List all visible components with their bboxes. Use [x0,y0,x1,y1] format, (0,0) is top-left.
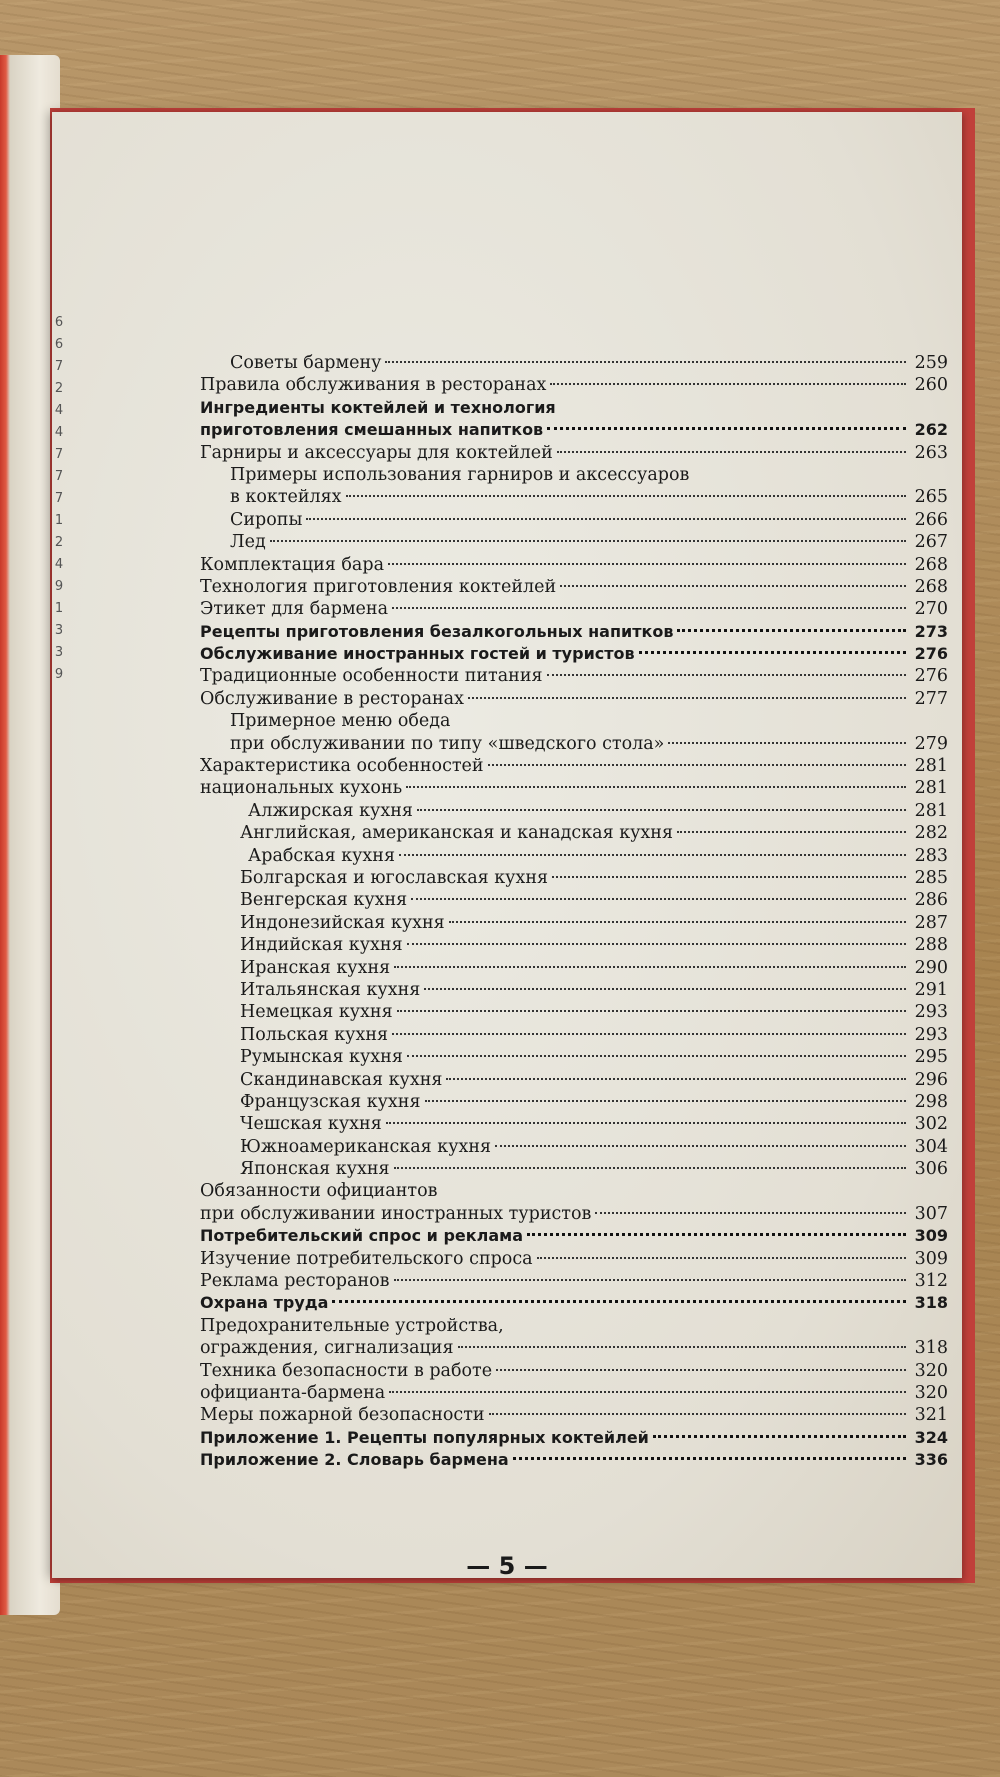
page-number: — 5 — [466,1552,548,1580]
toc-entry-title: Приложение 1. Рецепты популярных коктейлей [200,1427,649,1447]
toc-entry-title: Меры пожарной безопасности [200,1405,485,1426]
toc-entry [200,531,948,553]
toc-leader-dots [407,943,906,945]
toc-entry-title: национальных кухонь [200,778,403,799]
toc-leader-dots [388,563,906,565]
toc-entry-page: 309 [914,1248,948,1269]
toc-entry-title: Обслуживание в ресторанах [200,688,464,709]
toc-entry-title: Иранская кухня [240,957,391,978]
toc-entry-page: 282 [914,823,948,844]
toc-entry [200,486,948,508]
toc-entry-title: Характеристика особенностей [200,756,484,777]
toc-entry-title: Рецепты приготовления безалкогольных напитков [200,621,674,641]
toc-entry [200,1382,948,1404]
toc-entry-title: Румынская кухня [240,1047,403,1068]
toc-entry-title: официанта-бармена [200,1382,386,1403]
toc-entry-page: 320 [914,1360,948,1381]
adjacent-page-digit: 1 [54,513,64,528]
toc-entry-title: Польская кухня [240,1024,389,1045]
toc-entry [200,1292,948,1314]
toc-entry-page: 263 [914,442,948,463]
table-of-contents [200,352,948,1472]
toc-entry-page: 318 [914,1293,948,1313]
toc-leader-dots [547,674,906,676]
toc-entry [200,419,948,441]
toc-entry [200,576,948,598]
toc-entry [200,957,948,979]
toc-leader-dots [417,809,906,811]
adjacent-page-digit: 4 [54,425,64,440]
toc-entry [200,733,948,755]
toc-entry-page: 268 [914,576,948,597]
adjacent-page-digit: 2 [54,535,64,550]
toc-entry-page: 321 [914,1405,948,1426]
toc-entry [200,1315,948,1337]
toc-entry-page: 268 [914,554,948,575]
adjacent-page-digit: 4 [54,557,64,572]
toc-entry-title: Индонезийская кухня [240,912,445,933]
toc-entry-title: Потребительский спрос и реклама [200,1226,524,1246]
toc-entry-page: 266 [914,509,948,530]
toc-entry-title: при обслуживании иностранных туристов [200,1203,592,1224]
toc-entry [200,1360,948,1382]
toc-entry [200,1404,948,1426]
adjacent-page-digit: 7 [54,359,64,374]
toc-leader-dots [496,1369,906,1371]
adjacent-page-digit: 6 [54,337,64,352]
toc-entry-title: Этикет для бармена [200,599,389,620]
toc-entry-page: 285 [914,867,948,888]
book-page [52,112,962,1578]
toc-entry-title: в коктейлях [230,487,342,508]
adjacent-page-digit: 7 [54,491,64,506]
toc-entry-page: 320 [914,1382,948,1403]
toc-entry-title: Венгерская кухня [240,890,408,911]
toc-entry-title: Арабская кухня [248,845,396,866]
toc-leader-dots [306,518,906,520]
toc-entry [200,374,948,396]
toc-entry-title: Обязанности официантов [200,1181,438,1202]
toc-entry [200,1427,948,1449]
toc-entry [200,1180,948,1202]
toc-entry [200,1449,948,1471]
toc-entry-title: Немецкая кухня [240,1002,393,1023]
toc-entry-title: Французская кухня [240,1091,421,1112]
toc-leader-dots [458,1346,906,1348]
toc-entry-title: Индийская кухня [240,935,403,956]
toc-entry [200,1046,948,1068]
adjacent-page-digit: 3 [54,623,64,638]
toc-entry-title: Технология приготовления коктейлей [200,576,557,597]
toc-leader-dots [389,1391,906,1393]
toc-leader-dots [385,361,906,363]
toc-entry-title: Техника безопасности в работе [200,1360,493,1381]
toc-entry-page: 296 [914,1069,948,1090]
toc-entry-page: 304 [914,1136,948,1157]
toc-entry [200,777,948,799]
adjacent-page-digit: 7 [54,469,64,484]
toc-entry-title: Сиропы [230,509,303,530]
toc-entry-title: Чешская кухня [240,1114,382,1135]
toc-entry-page: 307 [914,1203,948,1224]
toc-entry-page: 293 [914,1002,948,1023]
toc-leader-dots [406,786,906,788]
toc-leader-dots [550,383,906,385]
adjacent-page-digit: 2 [54,381,64,396]
toc-entry [200,1270,948,1292]
toc-leader-dots [653,1435,906,1438]
toc-entry-page: 302 [914,1114,948,1135]
toc-entry-title: Традиционные особенности питания [200,666,543,687]
toc-entry [200,598,948,620]
toc-entry-title: Советы бармену [230,353,382,373]
toc-entry-page: 281 [914,756,948,777]
toc-entry-page: 267 [914,532,948,553]
toc-leader-dots [468,697,906,699]
toc-leader-dots [668,742,906,744]
toc-entry-page: 262 [914,420,948,440]
toc-leader-dots [392,1033,906,1035]
toc-entry-page: 295 [914,1047,948,1068]
toc-entry [200,867,948,889]
toc-entry-page: 281 [914,800,948,821]
toc-entry [200,464,948,486]
toc-entry [200,755,948,777]
toc-entry [200,1158,948,1180]
toc-leader-dots [386,1122,906,1124]
toc-entry-title: Реклама ресторанов [200,1271,390,1292]
toc-entry-page: 336 [914,1450,948,1470]
toc-entry-page: 324 [914,1427,948,1447]
toc-leader-dots [397,1010,906,1012]
toc-entry [200,1136,948,1158]
toc-leader-dots [424,988,906,990]
toc-entry [200,1113,948,1135]
adjacent-page-digit: 3 [54,645,64,660]
toc-entry [200,822,948,844]
toc-leader-dots [346,495,906,497]
toc-leader-dots [513,1457,906,1460]
toc-entry [200,621,948,643]
toc-entry [200,665,948,687]
toc-entry [200,352,948,374]
toc-leader-dots [488,764,906,766]
toc-entry-page: 260 [914,375,948,396]
adjacent-page-digit: 1 [54,601,64,616]
toc-entry-title: Лед [230,532,266,553]
toc-entry-page: 276 [914,666,948,687]
toc-entry-title: Английская, американская и канадская кухня [240,823,673,844]
toc-entry-page: 279 [914,733,948,754]
toc-leader-dots [557,451,906,453]
toc-entry-title: Изучение потребительского спроса [200,1248,533,1269]
toc-entry [200,1069,948,1091]
toc-entry-page: 293 [914,1024,948,1045]
toc-entry [200,934,948,956]
toc-entry-page: 273 [914,621,948,641]
toc-entry [200,554,948,576]
toc-entry [200,979,948,1001]
toc-leader-dots [425,1100,906,1102]
toc-entry-title: при обслуживании по типу «шведского стола» [230,733,665,754]
toc-entry-title: Итальянская кухня [240,979,421,1000]
toc-leader-dots [547,427,906,430]
adjacent-page-digit: 6 [54,315,64,330]
adjacent-page-digit: 9 [54,667,64,682]
toc-entry [200,889,948,911]
toc-entry-title: Болгарская и югославская кухня [240,867,549,888]
toc-entry-title: ограждения, сигнализация [200,1338,454,1359]
toc-entry-title: Правила обслуживания в ресторанах [200,375,547,396]
toc-entry-title: Обслуживание иностранных гостей и туристов [200,644,635,664]
toc-entry-title: Предохранительные устройства, [200,1315,504,1336]
toc-entry [200,800,948,822]
toc-entry [200,1024,948,1046]
toc-leader-dots [394,1167,906,1169]
toc-leader-dots [495,1145,906,1147]
toc-entry [200,643,948,665]
toc-entry-title: Примеры использования гарниров и аксессуаров [230,464,690,485]
toc-leader-dots [394,966,906,968]
toc-entry [200,1225,948,1247]
toc-entry [200,1337,948,1359]
toc-leader-dots [527,1233,906,1236]
toc-leader-dots [332,1300,906,1303]
toc-entry-title: Гарниры и аксессуары для коктейлей [200,442,553,463]
adjacent-page-digits [52,312,66,686]
toc-entry-title: Примерное меню обеда [230,711,451,732]
toc-entry-page: 318 [914,1338,948,1359]
toc-leader-dots [677,629,906,632]
toc-entry [200,912,948,934]
toc-entry [200,688,948,710]
toc-leader-dots [595,1212,906,1214]
toc-leader-dots [407,1055,906,1057]
adjacent-page-digit: 4 [54,403,64,418]
toc-entry-page: 281 [914,778,948,799]
toc-entry-title: Ингредиенты коктейлей и технология [200,397,556,417]
toc-entry-title: Скандинавская кухня [240,1069,443,1090]
toc-leader-dots [446,1078,906,1080]
toc-entry-page: 270 [914,599,948,620]
toc-entry [200,845,948,867]
toc-entry-page: 276 [914,644,948,664]
toc-entry [200,1001,948,1023]
toc-entry-page: 306 [914,1159,948,1180]
toc-leader-dots [399,854,906,856]
adjacent-page-digit: 7 [54,447,64,462]
toc-entry-title: приготовления смешанных напитков [200,420,544,440]
toc-entry [200,1248,948,1270]
toc-entry [200,509,948,531]
toc-entry-title: Комплектация бара [200,554,385,575]
toc-leader-dots [392,607,906,609]
toc-leader-dots [270,540,906,542]
toc-entry-page: 283 [914,845,948,866]
toc-leader-dots [560,585,906,587]
toc-entry-page: 290 [914,957,948,978]
toc-entry [200,397,948,419]
toc-leader-dots [489,1413,906,1415]
toc-entry-page: 291 [914,979,948,1000]
toc-entry [200,1203,948,1225]
toc-entry [200,442,948,464]
toc-entry-page: 287 [914,912,948,933]
toc-leader-dots [411,898,906,900]
toc-entry-page: 288 [914,935,948,956]
toc-entry [200,710,948,732]
toc-entry-title: Алжирская кухня [248,800,413,821]
toc-entry-page: 309 [914,1226,948,1246]
toc-entry-page: 298 [914,1091,948,1112]
toc-entry-page: 277 [914,688,948,709]
toc-entry-title: Японская кухня [240,1159,390,1180]
toc-leader-dots [449,921,906,923]
toc-entry-page: 259 [914,353,948,373]
toc-entry-page: 265 [914,487,948,508]
toc-entry-title: Охрана труда [200,1293,329,1313]
toc-entry-title: Приложение 2. Словарь бармена [200,1450,509,1470]
toc-leader-dots [639,651,906,654]
toc-entry [200,1091,948,1113]
toc-entry-page: 312 [914,1271,948,1292]
toc-entry-title: Южноамериканская кухня [240,1136,492,1157]
toc-leader-dots [677,831,906,833]
adjacent-page-digit: 9 [54,579,64,594]
toc-leader-dots [394,1279,907,1281]
toc-leader-dots [552,876,906,878]
toc-entry-page: 286 [914,890,948,911]
toc-leader-dots [537,1257,906,1259]
